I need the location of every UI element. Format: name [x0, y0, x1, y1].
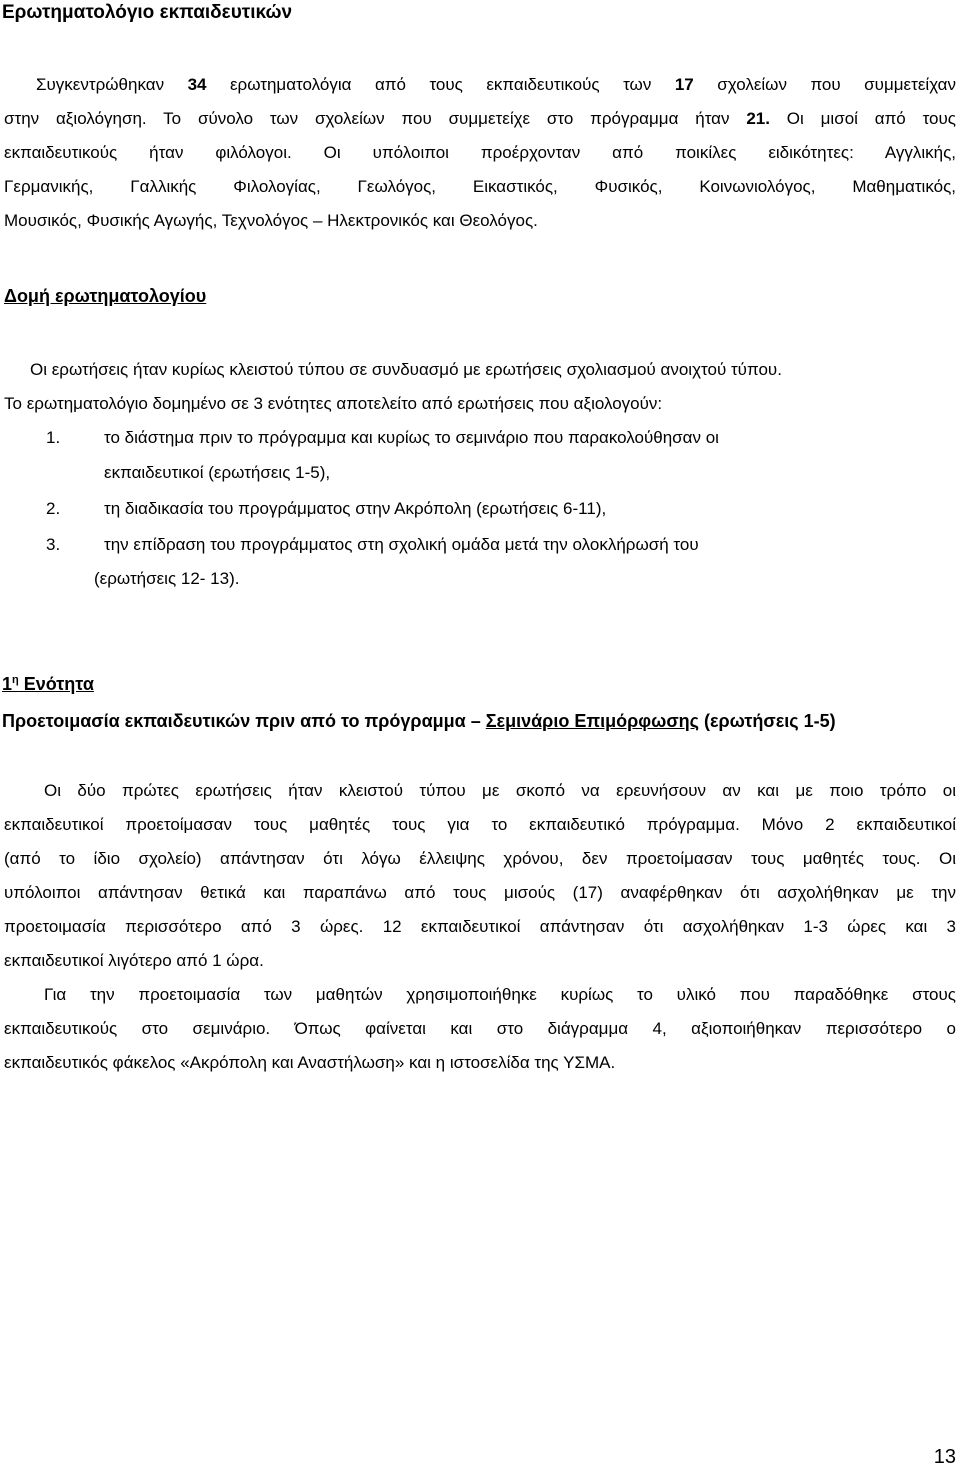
intro-line-4: Γερμανικής, Γαλλικής Φιλολογίας, Γεωλόγος, Εικαστικός, Φυσικός, Κοινωνιολόγος, Μαθηματικός,: [4, 177, 956, 196]
intro-text: στην αξιολόγηση. Το σύνολο των σχολείων που συμμετείχε στο πρόγραμμα ήταν: [4, 109, 747, 128]
list-item-number: 2.: [46, 499, 61, 518]
subtitle-seminar: Σεμινάριο Επιμόρφωσης: [485, 711, 699, 731]
para-line: Για την προετοιμασία των μαθητών χρησιμοποιήθηκε κυρίως το υλικό που παραδόθηκε στους: [44, 985, 956, 1004]
para-line: υπόλοιποι απάντησαν θετικά και παραπάνω από τους μισούς (17) αναφέρθηκαν ότι ασχολήθηκαν με την: [4, 883, 956, 902]
section-heading: [2, 674, 94, 695]
intro-line-5: Μουσικός, Φυσικής Αγωγής, Τεχνολόγος – Ηλεκτρονικός και Θεολόγος.: [4, 211, 538, 230]
intro-paragraph: [4, 68, 956, 238]
para-line: εκπαιδευτικός φάκελος «Ακρόπολη και Αναστήλωση» και η ιστοσελίδα της ΥΣΜΑ.: [4, 1053, 616, 1072]
count-schools: 17: [674, 75, 694, 94]
section-paragraph-2: [4, 978, 956, 1080]
para-line: εκπαιδευτικούς στο σεμινάριο. Όπως φαίνεται και στο διάγραμμα 4, αξιοποιήθηκαν περισσότερο ο: [4, 1019, 956, 1038]
list-item: το διάστημα πριν το πρόγραμμα και κυρίως το σεμινάριο που παρακολούθησαν οι: [104, 428, 719, 447]
list-item: την επίδραση του προγράμματος στη σχολική ομάδα μετά την ολοκλήρωσή του: [104, 535, 699, 554]
page-title: Ερωτηματολόγιο εκπαιδευτικών: [2, 2, 293, 23]
intro-text: Συγκεντρώθηκαν: [36, 75, 188, 94]
intro-text: ερωτηματολόγια από τους εκπαιδευτικούς των: [206, 75, 675, 94]
subtitle-part: (ερωτήσεις 1-5): [699, 711, 836, 731]
para-line: προετοιμασία περισσότερο από 3 ώρες. 12 εκπαιδευτικοί απάντησαν ότι ασχολήθηκαν 1-3 ώρες και 3: [4, 917, 956, 936]
section-subtitle: [2, 711, 836, 732]
page-number: 13: [933, 1446, 956, 1468]
list-item-continuation: (ερωτήσεις 12- 13).: [94, 569, 240, 588]
section-paragraph-1: [4, 774, 956, 978]
count-questionnaires: 34: [187, 75, 207, 94]
para-line: Οι δύο πρώτες ερωτήσεις ήταν κλειστού τύπου με σκοπό να ερευνήσουν αν και με ποιο τρόπο οι: [44, 781, 956, 800]
section-superscript: η: [12, 674, 19, 686]
section-number: 1: [2, 674, 13, 694]
intro-line-1: [4, 68, 956, 102]
intro-line-2: [4, 102, 956, 136]
structure-line-2: Το ερωτηματολόγιο δομημένο σε 3 ενότητες αποτελείτο από ερωτήσεις που αξιολογούν:: [4, 394, 663, 413]
para-line: εκπαιδευτικοί λιγότερο από 1 ώρα.: [4, 951, 264, 970]
list-item-number: 1.: [46, 428, 61, 447]
para-line: εκπαιδευτικοί προετοίμασαν τους μαθητές τους για το εκπαιδευτικό πρόγραμμα. Μόνο 2 εκπαιδευτικοί: [4, 815, 956, 834]
list-item: τη διαδικασία του προγράμματος στην Ακρόπολη (ερωτήσεις 6-11),: [104, 499, 607, 518]
structure-line-1: Οι ερωτήσεις ήταν κυρίως κλειστού τύπου σε συνδυασμό με ερωτήσεις σχολιασμού ανοιχτού τύπου.: [30, 360, 782, 379]
subtitle-part: Προετοιμασία εκπαιδευτικών πριν από το πρόγραμμα –: [2, 711, 486, 731]
list-item-number: 3.: [46, 535, 61, 554]
structure-heading: Δομή ερωτηματολογίου: [4, 286, 207, 306]
intro-line-3: εκπαιδευτικούς ήταν φιλόλογοι. Οι υπόλοιποι προέρχονταν από ποικίλες ειδικότητες: Αγγλικής,: [4, 143, 956, 162]
para-line: (από το ίδιο σχολείο) απάντησαν ότι λόγω έλλειψης χρόνου, δεν προετοίμασαν τους μαθητές τους. Οι: [4, 849, 956, 868]
intro-text: Οι μισοί από τους: [769, 109, 956, 128]
intro-text: σχολείων που συμμετείχαν: [693, 75, 956, 94]
count-total-schools: 21.: [746, 109, 770, 128]
list-item-continuation: εκπαιδευτικοί (ερωτήσεις 1-5),: [104, 463, 331, 482]
section-label: Ενότητα: [18, 674, 94, 694]
